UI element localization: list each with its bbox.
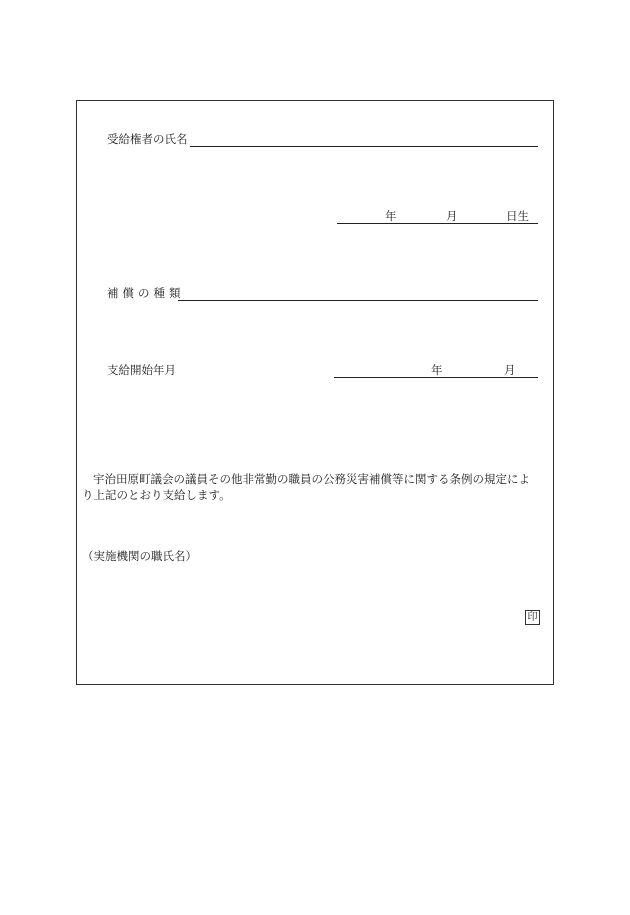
payment-month-label: 月 [504,363,516,377]
statement-line-1: 宇治田原町議会の議員その他非常勤の職員の公務災害補償等に関する条例の規定によ [93,472,530,486]
payment-start-label: 支給開始年月 [107,363,176,377]
seal-mark: 印 [525,610,540,625]
birth-day-label: 日生 [506,209,529,223]
birth-year-label: 年 [385,209,397,223]
payment-year-label: 年 [431,363,443,377]
birth-month-label: 月 [446,209,458,223]
form-frame [76,100,554,685]
compensation-type-field[interactable] [178,300,538,301]
recipient-name-field[interactable] [190,146,538,147]
recipient-name-label: 受給権者の氏名 [107,132,188,146]
compensation-type-label: 補償の種類 [107,286,185,300]
payment-start-field[interactable] [334,377,538,378]
agency-label: （実施機関の職氏名） [82,549,197,563]
birth-date-field[interactable] [337,223,538,224]
statement-line-2: り上記のとおり支給します。 [82,488,231,502]
